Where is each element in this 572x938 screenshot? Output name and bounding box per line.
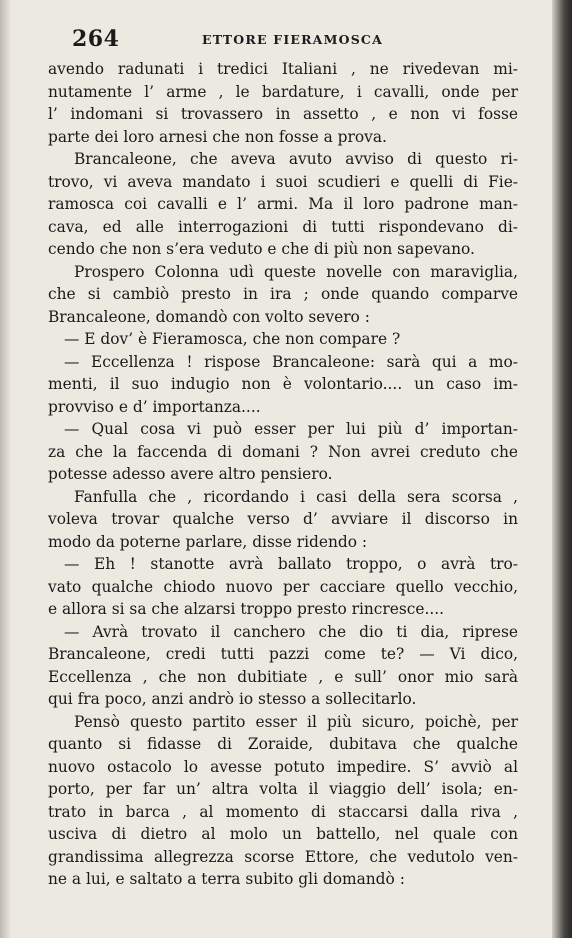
text-line: cendo che non s’era veduto e che di più non sapevano. <box>48 240 475 258</box>
text-line: nuovo ostacolo lo avesse potuto impedire. S’ avviò al <box>48 757 518 776</box>
text-line: l’ indomani si trovassero in assetto , e non vi fosse <box>48 105 518 123</box>
text-line: — E dov’ è Fieramosca, che non compare ? <box>64 330 401 348</box>
text-line: porto, per far un’ altra volta il viaggio dell’ isola; en- <box>48 780 518 798</box>
text-line: Brancaleone, che aveva avuto avviso di questo ri- <box>74 150 518 168</box>
text-line: che si cambiò presto in ira ; onde quando comparve <box>48 285 518 303</box>
text-line: vato qualche chiodo nuovo per cacciare quello vecchio, <box>48 577 518 596</box>
text-line: za che la faccenda di domani ? Non avrei creduto che <box>48 442 518 461</box>
text-line: cava, ed alle interrogazioni di tutti rispondevano di- <box>48 217 518 236</box>
text-line: e allora si sa che alzarsi troppo presto rincresce.... <box>48 600 445 618</box>
text-line: avendo radunati i tredici Italiani , ne rivedevan mi- <box>48 60 518 78</box>
text-line: trovo, vi aveva mandato i suoi scudieri e quelli di Fie- <box>48 172 518 191</box>
text-line: Brancaleone, credi tutti pazzi come te? — Vi dico, <box>48 645 518 663</box>
text-line: menti, il suo indugio non è volontario.... un caso im- <box>48 375 518 393</box>
text-line: grandissima allegrezza scorse Ettore, che vedutolo ven- <box>48 847 518 866</box>
text-line: nutamente l’ arme , le bardature, i cavalli, onde per <box>48 82 518 101</box>
text-line: ramosca coi cavalli e l’ armi. Ma il loro padrone man- <box>48 195 518 213</box>
page-left-edge <box>0 0 10 938</box>
text-line: — Eh ! stanotte avrà ballato troppo, o avrà tro- <box>64 555 518 573</box>
text-line: Prospero Colonna udì queste novelle con maraviglia, <box>74 262 518 281</box>
text-line: modo da poterne parlare, disse ridendo : <box>48 532 368 551</box>
page-header <box>72 26 522 56</box>
text-line: parte dei loro arnesi che non fosse a prova. <box>48 127 387 146</box>
page-binding-edge <box>552 0 572 938</box>
text-line: usciva di dietro al molo un battello, nel quale con <box>48 825 518 843</box>
text-line: Pensò questo partito esser il più sicuro, poichè, per <box>74 712 518 731</box>
body-text <box>48 58 518 891</box>
text-line: trato in barca , al momento di staccarsi dalla riva , <box>48 802 518 821</box>
text-line: provviso e d’ importanza.... <box>48 397 261 416</box>
text-line: — Avrà trovato il canchero che dio ti dia, riprese <box>64 622 518 641</box>
text-line: ne a lui, e saltato a terra subito gli domandò : <box>48 870 405 888</box>
text-line: Brancaleone, domandò con volto severo : <box>48 307 370 326</box>
text-line: quanto si fidasse di Zoraide, dubitava che qualche <box>48 735 518 753</box>
text-line: Fanfulla che , ricordando i casi della sera scorsa , <box>74 487 518 506</box>
page-number: 264 <box>72 26 120 52</box>
running-title: ETTORE FIERAMOSCA <box>202 32 383 47</box>
text-line: — Eccellenza ! rispose Brancaleone: sarà qui a mo- <box>64 352 518 371</box>
text-line: potesse adesso avere altro pensiero. <box>48 465 333 483</box>
text-line: voleva trovar qualche verso d’ avviare il discorso in <box>48 510 518 528</box>
text-line: Eccellenza , che non dubitiate , e sull’ onor mio sarà <box>48 667 518 686</box>
text-line: qui fra poco, anzi andrò io stesso a sollecitarlo. <box>48 690 417 708</box>
text-line: — Qual cosa vi può esser per lui più d’ importan- <box>64 420 518 438</box>
